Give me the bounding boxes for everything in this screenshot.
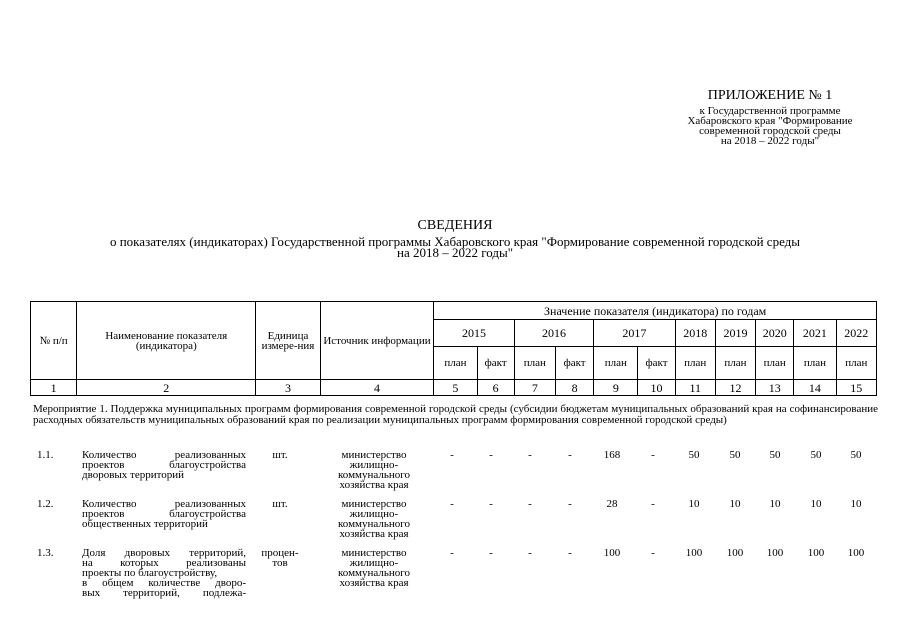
plan-header: план [434,347,477,380]
col-number: 4 [320,380,434,396]
col-header-values: Значение показателя (индикатора) по годам [434,302,877,320]
indicator-name-line: на которых реализованы [82,557,246,569]
plan-header: план [594,347,638,380]
col-header-name: Наименование показателя (индикатора) [77,302,256,380]
year-header: 2020 [756,320,794,347]
value-cell: - [651,498,655,510]
appendix-line: на 2018 – 2022 годы" [720,135,820,147]
value-cell: 10 [810,498,822,510]
value-cell: - [568,498,572,510]
value-cell: 10 [769,498,781,510]
source-line: хозяйства края [339,577,409,589]
source-line: жилищно- [349,557,399,569]
col-number: 12 [715,380,755,396]
value-cell: 100 [807,547,825,559]
col-number: 6 [477,380,514,396]
subtitle-line: на 2018 – 2022 годы" [396,245,514,260]
col-number: 11 [675,380,715,396]
indicator-name-line: проектов благоустройства [82,459,246,471]
indicator-name [82,548,246,598]
col-number: 2 [77,380,256,396]
value-cell: 168 [603,449,621,461]
value-cell: 100 [726,547,744,559]
source-cell [318,450,430,490]
value-cell: 10 [850,498,862,510]
indicator-name [82,499,246,529]
source-line: министерство [341,547,407,559]
indicator-name-line: Доля дворовых территорий, [82,547,246,559]
value-cell: 50 [688,449,700,461]
value-cell: - [568,547,572,559]
activity-description: Мероприятие 1. Поддержка муниципальных программ формирования современной городской среды (субсидии бюджетам муниципальных образований края на софинансирование расходных обязательств муниципальных образований края по реализации муниципальных программ формирования современной городской среды) [33,403,878,426]
year-header: 2017 [594,320,675,347]
indicators-table-header [30,301,877,396]
source-line: жилищно- [349,508,399,520]
row-number: 1.1. [37,449,54,461]
row-number: 1.2. [37,498,54,510]
source-line: коммунального [338,469,410,481]
value-cell: - [651,547,655,559]
indicator-name-line: Количество реализованных [82,449,246,461]
value-cell: - [450,449,454,461]
indicator-name-line: Количество реализованных [82,498,246,510]
document-subtitle [30,236,880,258]
year-header: 2019 [715,320,755,347]
year-header: 2022 [836,320,876,347]
value-cell: 50 [850,449,862,461]
value-cell: 50 [769,449,781,461]
value-cell: 100 [766,547,784,559]
source-line: коммунального [338,518,410,530]
col-number: 8 [555,380,593,396]
col-number: 10 [638,380,675,396]
col-number: 15 [836,380,876,396]
col-number: 14 [794,380,836,396]
plan-header: план [715,347,755,380]
year-header: 2018 [675,320,715,347]
value-cell: - [528,498,532,510]
col-header-num: № п/п [31,302,77,380]
plan-header: план [514,347,555,380]
indicator-name-line: проектов благоустройства [82,508,246,520]
fact-header: факт [638,347,675,380]
source-line: хозяйства края [339,528,409,540]
year-header: 2016 [514,320,593,347]
value-cell: 10 [729,498,741,510]
source-line: министерство [341,449,407,461]
value-cell: 50 [729,449,741,461]
plan-header: план [675,347,715,380]
indicator-name-line: проекты по благоустройству, [82,567,218,579]
value-cell: 100 [685,547,703,559]
plan-header: план [794,347,836,380]
col-header-source: Источник информации [320,302,434,380]
unit-cell [250,548,310,568]
year-header: 2021 [794,320,836,347]
value-cell: - [489,449,493,461]
appendix-line: современной городской среды [699,125,841,137]
plan-header: план [836,347,876,380]
unit-cell: шт. [272,498,288,510]
source-line: коммунального [338,567,410,579]
unit-cell: шт. [272,449,288,461]
year-header: 2015 [434,320,514,347]
indicator-name-line: в общем количестве дворо- [82,577,246,589]
value-cell: 100 [847,547,865,559]
appendix-line: Хабаровского края "Формирование [687,115,853,127]
indicator-name-line: дворовых территорий [82,469,185,481]
value-cell: - [450,547,454,559]
col-number: 7 [514,380,555,396]
value-cell: 100 [603,547,621,559]
value-cell: - [528,449,532,461]
indicator-name-line: вых территорий, подлежа- [82,587,246,599]
col-number: 9 [594,380,638,396]
value-cell: 10 [688,498,700,510]
appendix-block [660,88,880,146]
value-cell: - [489,547,493,559]
row-number: 1.3. [37,547,54,559]
document-title: СВЕДЕНИЯ [417,218,493,233]
source-line: министерство [341,498,407,510]
appendix-heading: ПРИЛОЖЕНИЕ № 1 [707,88,833,103]
source-cell [318,499,430,539]
indicator-name-line: общественных территорий [82,518,208,530]
plan-header: план [756,347,794,380]
source-line: хозяйства края [339,479,409,491]
value-cell: 28 [606,498,618,510]
value-cell: - [568,449,572,461]
appendix-line: к Государственной программе [699,105,841,117]
value-cell: - [450,498,454,510]
col-number: 13 [756,380,794,396]
col-header-unit: Единица измере-ния [256,302,320,380]
fact-header: факт [477,347,514,380]
subtitle-line: о показателях (индикаторах) Государственной программы Хабаровского края "Формирование современной городской среды [109,234,801,249]
source-line: жилищно- [349,459,399,471]
value-cell: - [651,449,655,461]
source-cell [318,548,430,588]
value-cell: 50 [810,449,822,461]
unit-line: тов [272,557,288,569]
value-cell: - [528,547,532,559]
col-number: 1 [31,380,77,396]
indicator-name [82,450,246,480]
unit-line: процен- [261,547,299,559]
value-cell: - [489,498,493,510]
col-number: 3 [256,380,320,396]
col-number: 5 [434,380,477,396]
fact-header: факт [555,347,593,380]
